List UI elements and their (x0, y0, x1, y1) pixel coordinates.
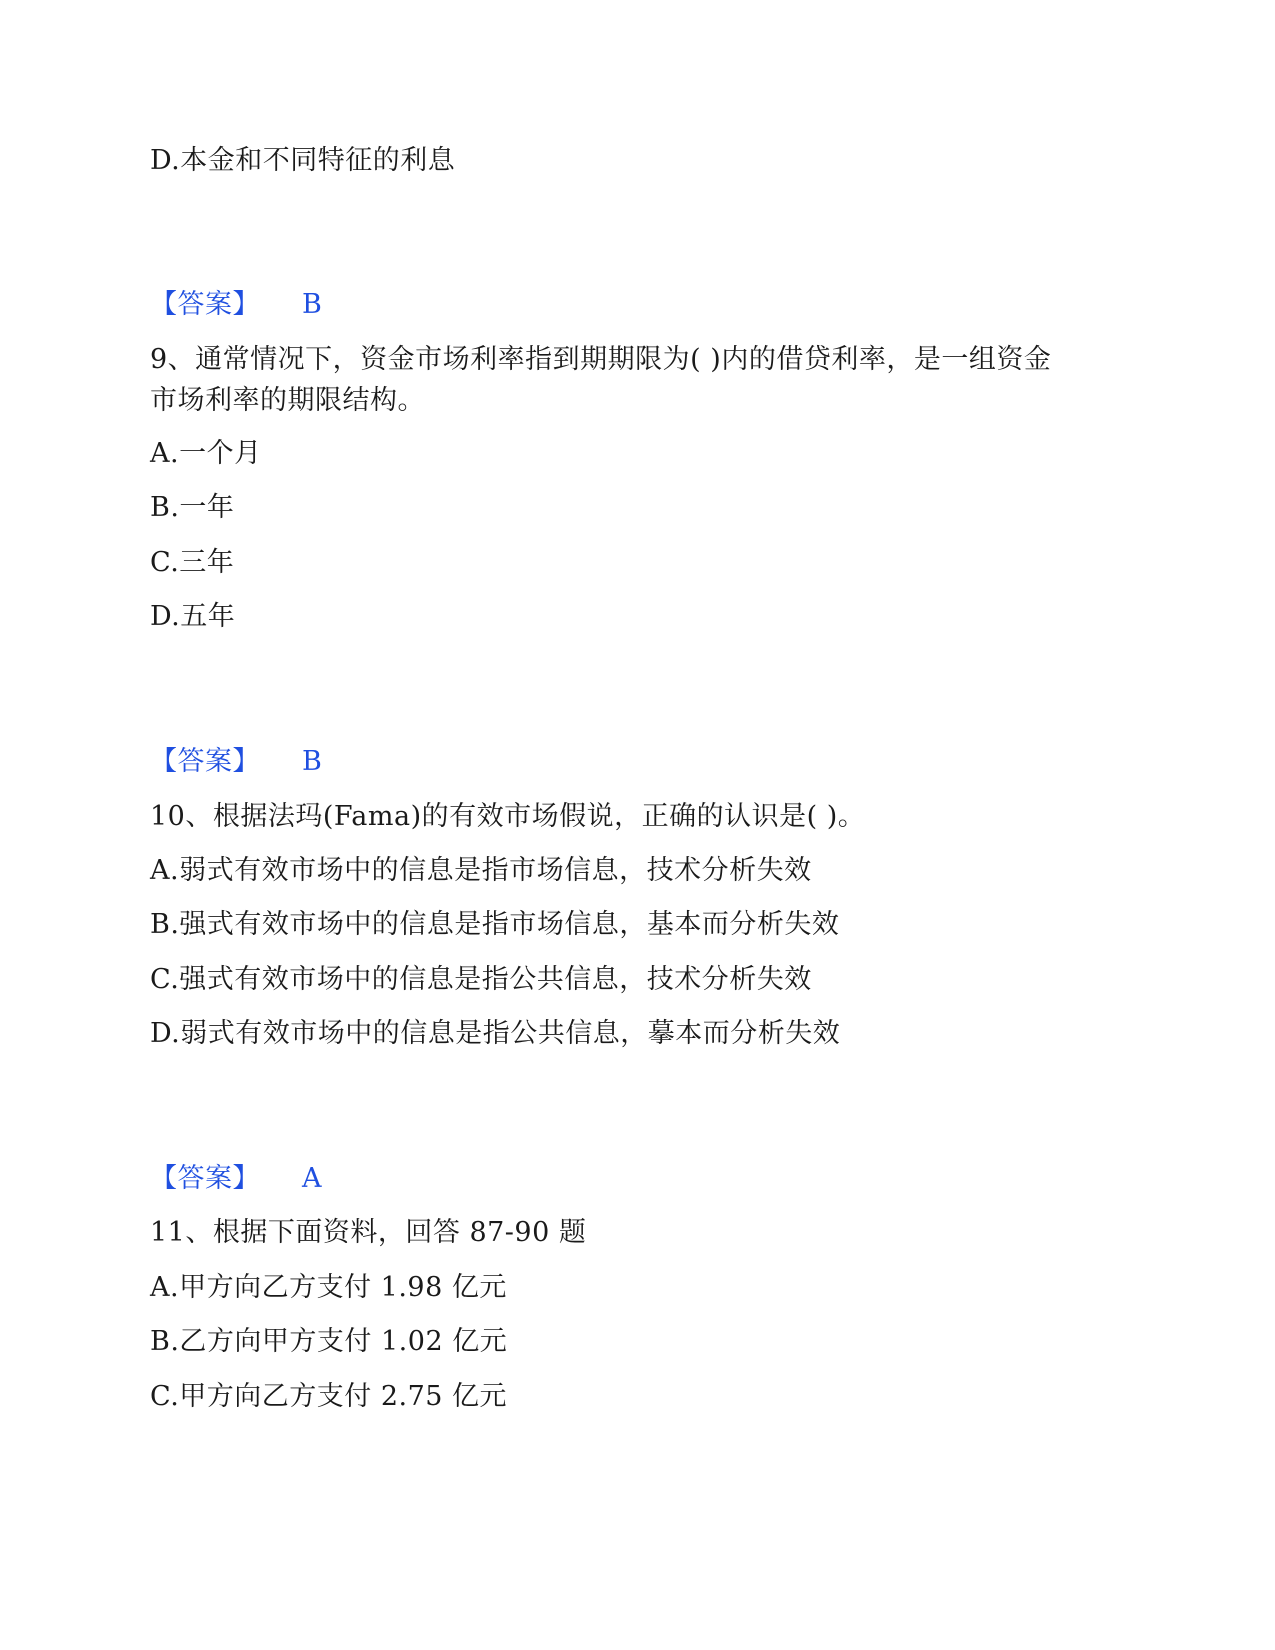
q9-stem-line1: 9、通常情况下，资金市场利率指到期期限为( )内的借贷利率，是一组资金 (150, 344, 1052, 375)
q10-option-b: B.强式有效市场中的信息是指市场信息，基本而分析失效 (150, 909, 840, 940)
q10-option-d: D.弱式有效市场中的信息是指公共信息，摹本而分析失效 (150, 1018, 841, 1049)
q11-option-b: B.乙方向甲方支付 1.02 亿元 (150, 1326, 508, 1357)
q11-option-c: C.甲方向乙方支付 2.75 亿元 (150, 1381, 508, 1412)
q9-option-c: C.三年 (150, 547, 235, 578)
q9-answer-row (150, 742, 322, 782)
q9-option-b: B.一年 (150, 492, 235, 523)
answer-value: B (302, 289, 323, 320)
answer-label: 【答案】 (150, 1163, 260, 1194)
q9-option-d: D.五年 (150, 601, 236, 632)
q11-stem: 11、根据下面资料，回答 87-90 题 (150, 1217, 587, 1248)
answer-label: 【答案】 (150, 289, 260, 320)
q11-option-a: A.甲方向乙方支付 1.98 亿元 (150, 1272, 507, 1303)
q9-stem-line2: 市场利率的期限结构。 (150, 385, 425, 416)
answer-value: A (302, 1163, 322, 1194)
q10-stem: 10、根据法玛(Fama)的有效市场假说，正确的认识是( )。 (150, 801, 866, 832)
q10-option-a: A.弱式有效市场中的信息是指市场信息，技术分析失效 (150, 855, 812, 886)
q8-option-d: D.本金和不同特征的利息 (150, 145, 456, 176)
answer-label: 【答案】 (150, 746, 260, 777)
q8-answer-row (150, 285, 322, 325)
answer-value: B (302, 746, 323, 777)
q10-option-c: C.强式有效市场中的信息是指公共信息，技术分析失效 (150, 964, 812, 995)
q10-answer-row (150, 1159, 322, 1199)
q9-option-a: A.一个月 (150, 438, 262, 469)
